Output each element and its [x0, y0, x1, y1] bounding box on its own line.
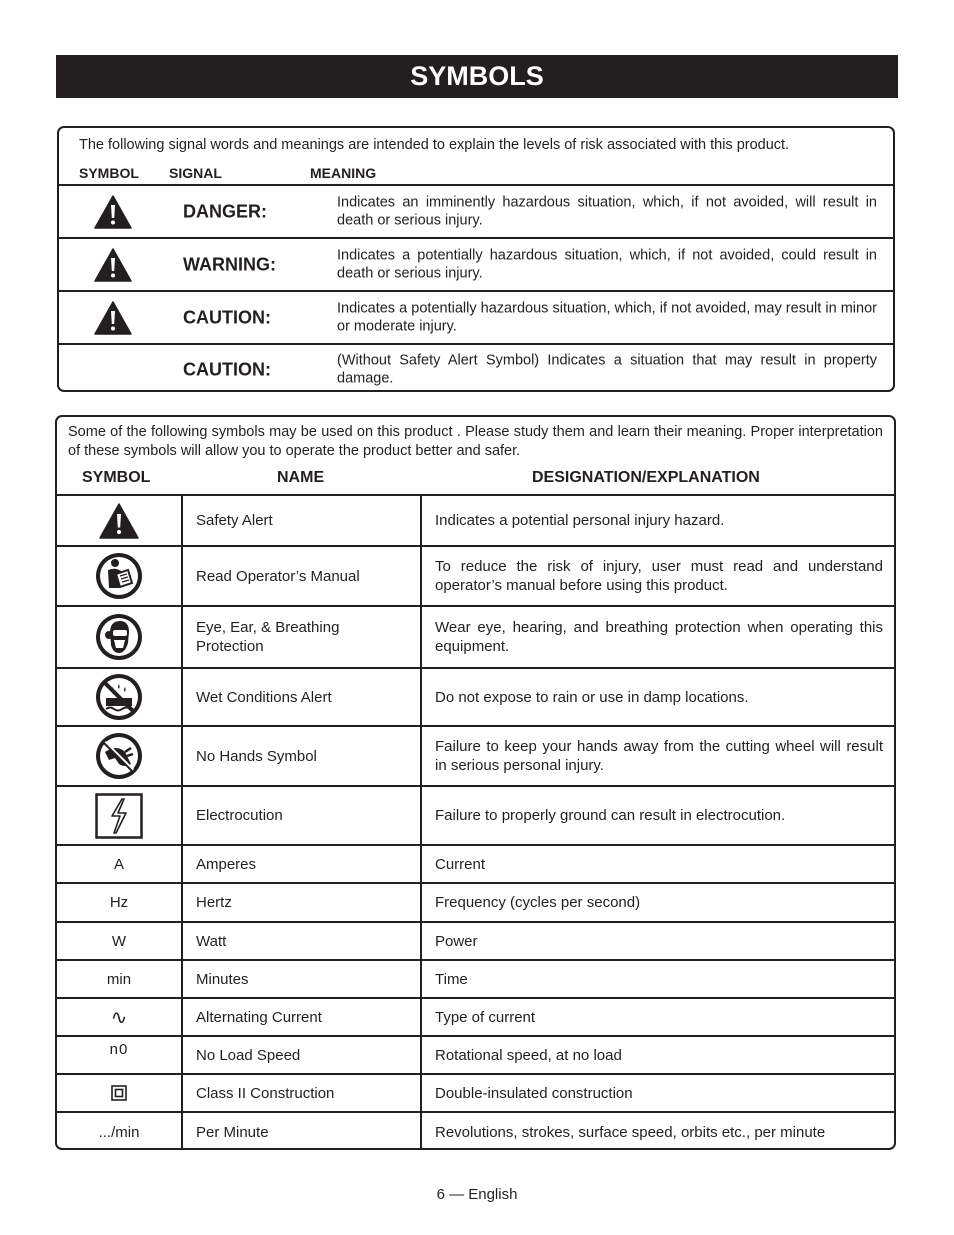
signal-meaning: Indicates a potentially hazardous situation, which, if not avoided, could result in death or serious injury.: [337, 247, 877, 282]
symbol-name: Watt: [181, 923, 420, 959]
symbol-explanation-cell: [420, 961, 894, 997]
safety-alert-icon: [94, 301, 132, 335]
safety-alert-icon: [94, 195, 132, 229]
signal-word: CAUTION:: [183, 307, 271, 327]
safety-alert-icon: [94, 248, 132, 282]
symbol-text: min: [106, 970, 132, 988]
signal-header-symbol: SYMBOL: [79, 165, 139, 181]
table-row: [57, 667, 894, 725]
electrocution-icon: [57, 787, 181, 844]
symbol-name: Class II Construction: [181, 1075, 420, 1111]
symbol-name: Hertz: [181, 884, 420, 921]
signal-intro: The following signal words and meanings are intended to explain the levels of risk associated with this product.: [79, 137, 790, 153]
table-row: [57, 605, 894, 667]
table-row: [57, 1035, 894, 1073]
table-row: [57, 785, 894, 844]
no-load-speed-text: n0: [109, 1040, 129, 1058]
table-row: [57, 725, 894, 785]
symbol-explanation-cell: [420, 727, 894, 785]
symbol-name: Minutes: [181, 961, 420, 997]
symbol-explanation-cell: [420, 999, 894, 1035]
symbol-explanation: Type of current: [435, 1008, 536, 1026]
symbol-explanation: Revolutions, strokes, surface speed, orbits etc., per minute: [435, 1124, 826, 1141]
read-manual-icon: [57, 547, 181, 605]
alternating-current-icon: ∿: [110, 1006, 128, 1029]
table-row: [57, 1111, 894, 1150]
symbols-header-designation: DESIGNATION/EXPLANATION: [532, 469, 760, 486]
symbol-name: Alternating Current: [181, 999, 420, 1035]
symbol-explanation-cell: [420, 496, 894, 545]
table-row: [57, 545, 894, 605]
signal-header-meaning: MEANING: [310, 165, 377, 181]
table-row: [57, 997, 894, 1035]
symbol-explanation-cell: [420, 1113, 894, 1150]
safety-alert-icon: [57, 496, 181, 545]
symbol-explanation-cell: [420, 669, 894, 725]
symbol-name: Eye, Ear, & Breathing Protection: [181, 607, 420, 667]
no-load-speed-symbol: [57, 1037, 181, 1073]
symbol-text: A: [113, 855, 124, 873]
symbols-header-symbol: SYMBOL: [82, 469, 151, 486]
table-row: [57, 1073, 894, 1111]
symbol-explanation-cell: [420, 1037, 894, 1073]
symbol-explanation: Frequency (cycles per second): [435, 894, 641, 911]
symbol-explanation: To reduce the risk of injury, user must read and understand operator’s manual before using this product.: [435, 558, 883, 594]
eye-ear-breathing-icon: [57, 607, 181, 667]
signal-word: DANGER:: [183, 201, 267, 221]
symbol-explanation: Double-insulated construction: [435, 1084, 633, 1102]
symbol-name: Wet Conditions Alert: [181, 669, 420, 725]
signal-row-warning: [59, 237, 893, 290]
symbol-explanation: Current: [435, 855, 486, 873]
symbol-text: W: [111, 932, 127, 950]
symbol-text: .../min: [98, 1124, 140, 1141]
signal-header-signal: SIGNAL: [169, 165, 222, 181]
symbol-name: Per Minute: [181, 1113, 420, 1150]
symbol-explanation-cell: [420, 1075, 894, 1111]
symbol-explanation: Indicates a potential personal injury hazard.: [435, 512, 725, 529]
symbol-name: Safety Alert: [181, 496, 420, 545]
symbol-name: Amperes: [181, 846, 420, 882]
table-row: [57, 494, 894, 545]
symbols-table: [55, 415, 896, 1150]
signal-row-caution: [59, 290, 893, 343]
signal-meaning: Indicates an imminently hazardous situation, which, if not avoided, will result in death or serious injury.: [337, 194, 877, 229]
page-footer: 6 — English: [436, 1186, 518, 1203]
symbol-explanation: Rotational speed, at no load: [435, 1046, 622, 1064]
table-row: [57, 844, 894, 882]
page-title: SYMBOLS: [56, 55, 898, 98]
symbol-explanation-cell: [420, 923, 894, 959]
symbol-explanation: Wear eye, hearing, and breathing protection when operating this equipment.: [435, 619, 883, 655]
symbol-explanation-cell: [420, 547, 894, 605]
symbol-name: Read Operator’s Manual: [181, 547, 420, 605]
symbol-explanation-cell: [420, 787, 894, 844]
table-row: [57, 959, 894, 997]
wet-conditions-icon: [57, 669, 181, 725]
symbol-name: No Load Speed: [181, 1037, 420, 1073]
symbol-explanation: Failure to properly ground can result in electrocution.: [435, 807, 786, 824]
signal-meaning: (Without Safety Alert Symbol) Indicates a situation that may result in property damage.: [337, 352, 877, 387]
signal-word: CAUTION:: [183, 359, 271, 379]
table-row: [57, 921, 894, 959]
symbol-explanation-cell: [420, 846, 894, 882]
symbol-explanation: Time: [435, 970, 468, 988]
symbol-explanation-cell: [420, 884, 894, 921]
signal-meaning: Indicates a potentially hazardous situation, which, if not avoided, may result in minor or moderate injury.: [337, 300, 877, 335]
symbol-explanation-cell: [420, 607, 894, 667]
symbol-text: Hz: [109, 894, 129, 911]
signal-word: WARNING:: [183, 254, 276, 274]
symbols-intro: Some of the following symbols may be used on this product . Please study them and learn their meaning. Proper interpretation of these symbols will allow you to operate the product better and safer.: [68, 424, 883, 459]
symbol-name: Electrocution: [181, 787, 420, 844]
symbol-explanation: Power: [435, 932, 478, 950]
symbols-header-name: NAME: [277, 469, 325, 486]
signal-words-box: [57, 126, 895, 392]
symbol-explanation: Failure to keep your hands away from the cutting wheel will result in serious personal injury.: [435, 738, 883, 774]
signal-row-danger: [59, 184, 893, 237]
signal-row-caution-property: [59, 343, 893, 392]
table-row: [57, 882, 894, 921]
symbol-explanation: Do not expose to rain or use in damp locations.: [435, 688, 749, 706]
no-hands-icon: [57, 727, 181, 785]
symbol-name: No Hands Symbol: [181, 727, 420, 785]
class-ii-icon: [57, 1075, 181, 1111]
